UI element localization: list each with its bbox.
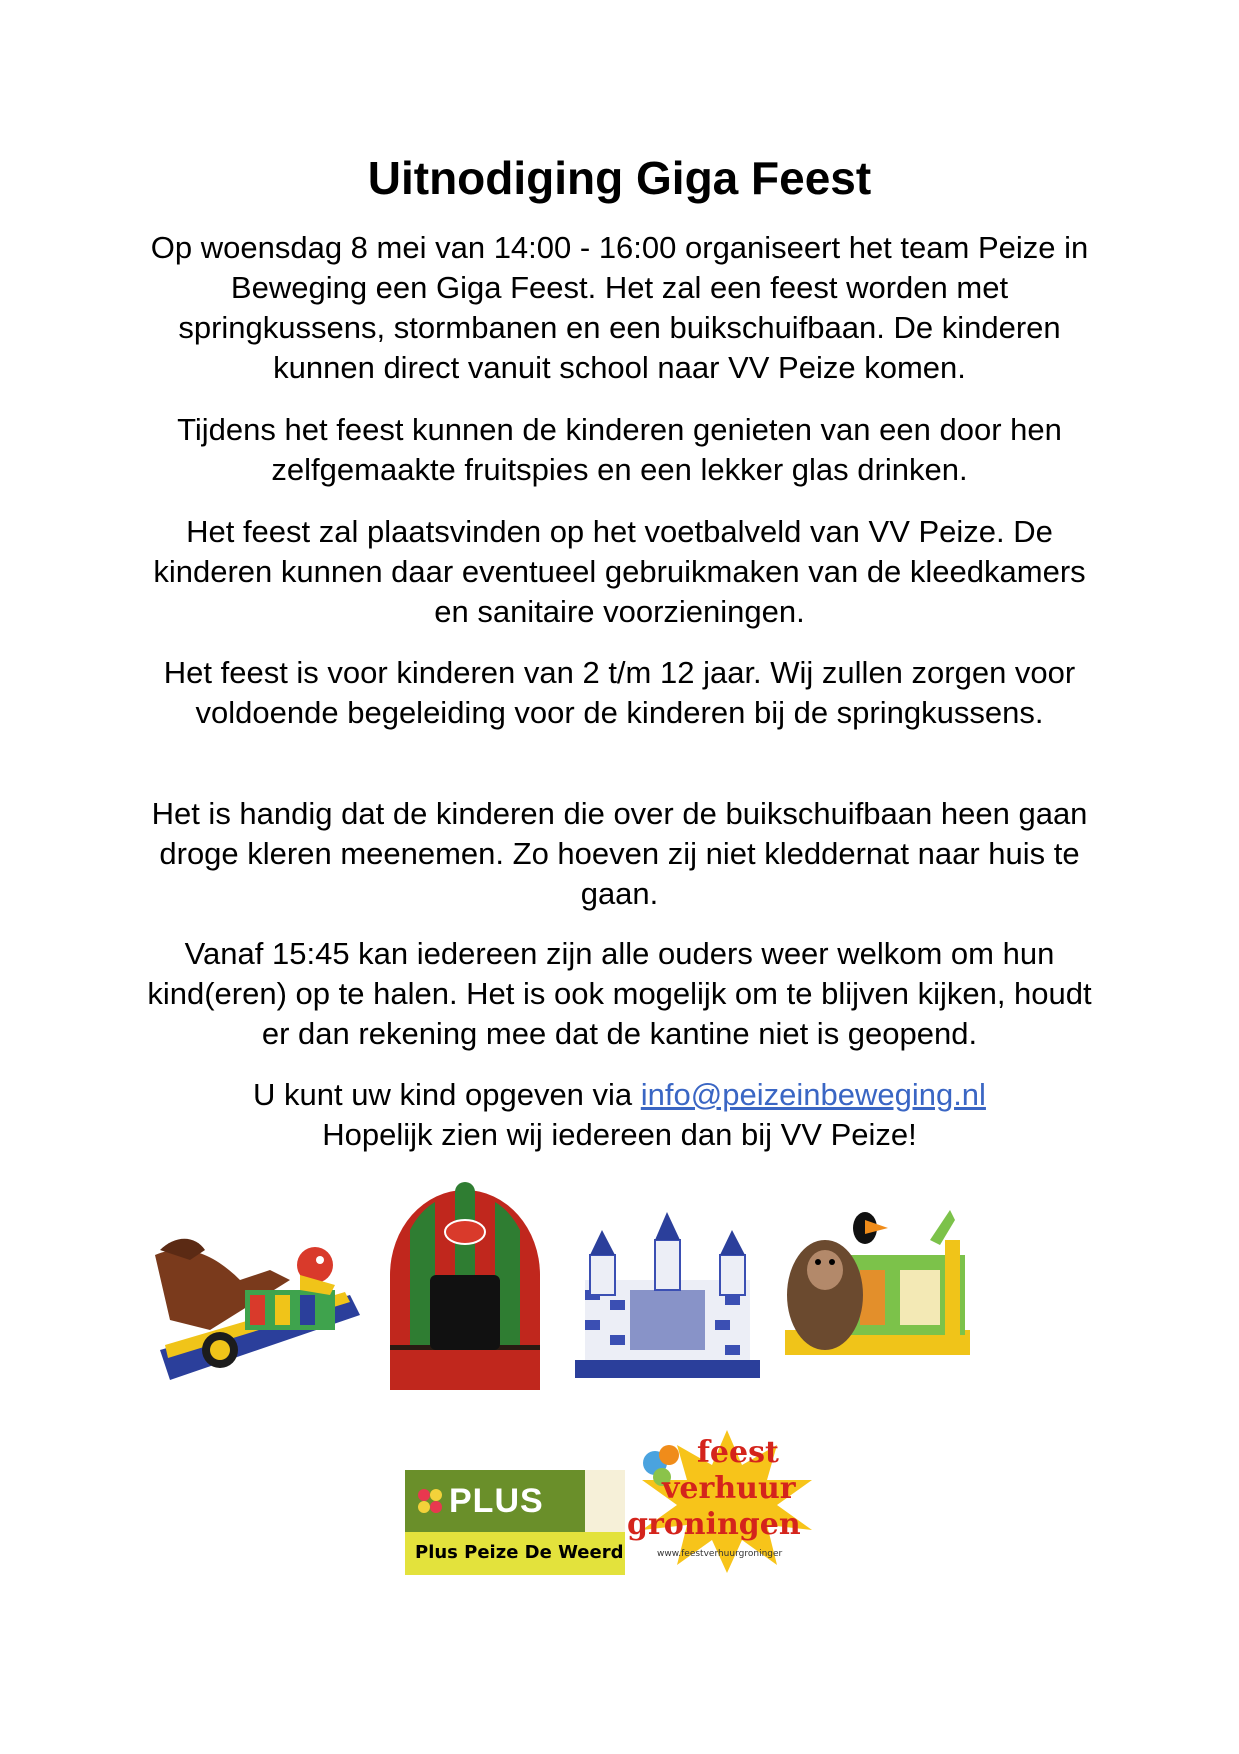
plus-logo [405, 1470, 625, 1575]
plus-brand-text: PLUS [449, 1482, 544, 1520]
paragraph-age: Het feest is voor kinderen van 2 t/m 12 jaar. Wij zullen zorgen voor voldoende begeleiding voor de kinderen bij de springkussens. [163, 655, 1076, 730]
paragraph-pickup: Vanaf 15:45 kan iedereen zijn alle ouders weer welkom om hun kind(eren) op te halen. Het is ook mogelijk om te blijven kijken, houdt er dan rekening mee dat de kantine niet is geopend. [147, 936, 1092, 1051]
groningen-word: groningen [627, 1507, 801, 1542]
castle-image [575, 1210, 760, 1380]
signup-email-link[interactable]: info@peizeinbeweging.nl [640, 1077, 986, 1112]
page-title: Uitnodiging Giga Feest [367, 152, 872, 204]
feest-url-text: www.feestverhuurgroninger [657, 1549, 783, 1559]
plus-flower-icon [417, 1488, 443, 1514]
paragraph-food: Tijdens het feest kunnen de kinderen genieten van een door hen zelfgemaakte fruitspies en een lekker glas drinken. [177, 412, 1062, 487]
closing-text: Hopelijk zien wij iedereen dan bij VV Peize! [322, 1117, 917, 1152]
disco-dome-image [375, 1180, 555, 1395]
feest-word: feest [697, 1435, 779, 1470]
plus-logo-deco [585, 1470, 625, 1532]
paragraph-intro: Op woensdag 8 mei van 14:00 - 16:00 organiseert het team Peize in Beweging een Giga Feest. Het zal een feest worden met springkussens, stormbanen en een buikschuifbaan. De kinderen kunnen direct vanuit school naar VV Peize komen. [150, 230, 1089, 385]
sponsor-logos [405, 1425, 835, 1575]
paragraph-signup [140, 1075, 1099, 1155]
paragraph-clothes: Het is handig dat de kinderen die over de buikschuifbaan heen gaan droge kleren meenemen. Zo hoeven zij niet kleddernat naar huis te gaan. [151, 796, 1088, 911]
jungle-gorilla-image [780, 1200, 975, 1365]
signup-prefix: U kunt uw kind opgeven via [253, 1077, 641, 1112]
plus-store-text: Plus Peize De Weerd [415, 1542, 624, 1563]
paragraph-location: Het feest zal plaatsvinden op het voetbalveld van VV Peize. De kinderen kunnen daar eventueel gebruikmaken van de kleedkamers en sanitaire voorzieningen. [153, 514, 1086, 629]
pirate-ship-obstacle-course-image [150, 1200, 365, 1385]
verhuur-word: verhuur [662, 1471, 796, 1506]
bouncy-castle-images [150, 1180, 1050, 1410]
feestverhuur-logo [627, 1425, 832, 1575]
